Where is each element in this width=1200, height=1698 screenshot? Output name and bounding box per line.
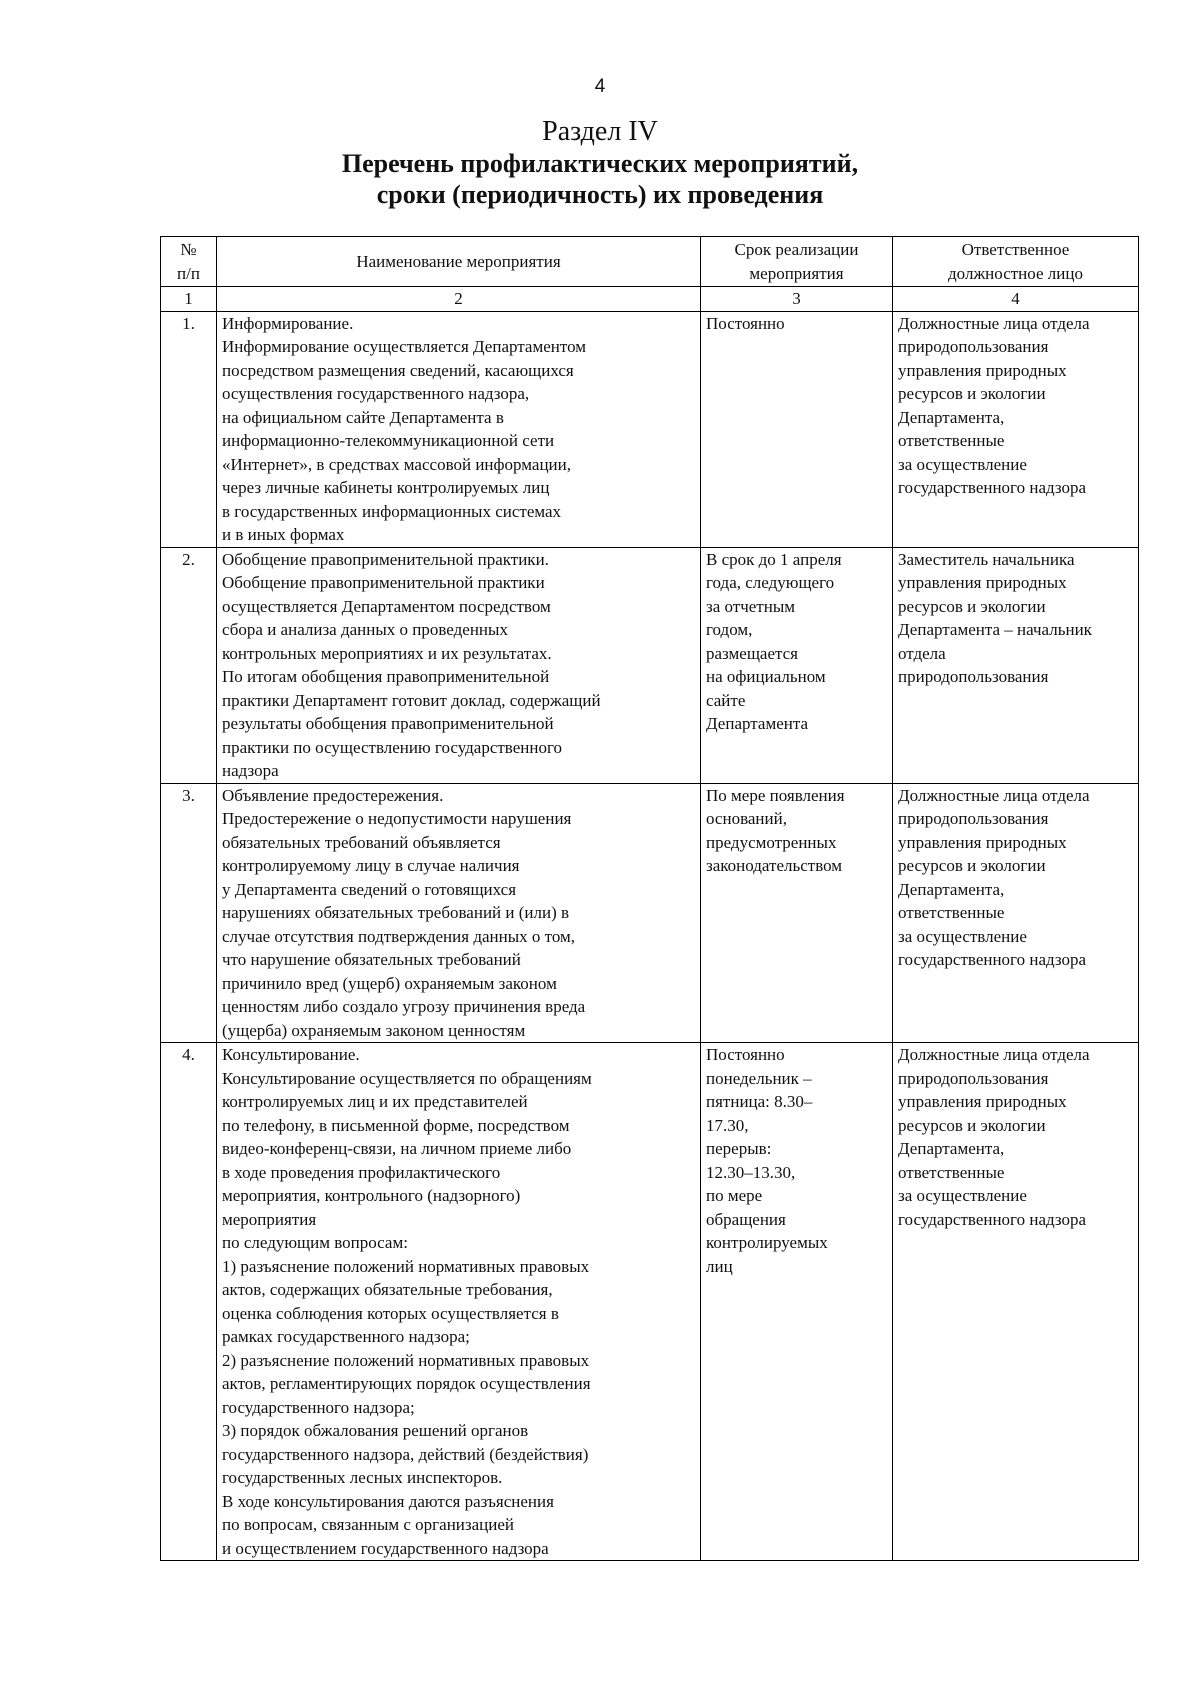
column-number: 2 xyxy=(217,287,701,312)
measure-name: Обобщение правоприменительной практики. Обобщение правоприменительной практики осуществляется Департаментом посредством сбора и анализа данных о проведенных контрольных мероприятиях и их результатах. По итогам обобщения правоприменительной практики Департамент готовит доклад, содержащий результаты обобщения правоприменительной практики по осуществлению государственного надзора xyxy=(217,547,701,783)
measure-responsible: Заместитель начальника управления природных ресурсов и экологии Департамента – начальник отдела природопользования xyxy=(893,547,1139,783)
column-number: 3 xyxy=(701,287,893,312)
page-title xyxy=(0,148,1200,210)
table-row xyxy=(161,1043,1139,1561)
header-term: Срок реализации мероприятия xyxy=(701,237,893,287)
row-number: 4. xyxy=(161,1043,217,1561)
measure-term: По мере появления оснований, предусмотренных законодательством xyxy=(701,783,893,1043)
header-name: Наименование мероприятия xyxy=(217,237,701,287)
column-number: 4 xyxy=(893,287,1139,312)
row-number: 1. xyxy=(161,311,217,547)
row-number: 2. xyxy=(161,547,217,783)
measure-term: Постоянно xyxy=(701,311,893,547)
column-number: 1 xyxy=(161,287,217,312)
table-row xyxy=(161,547,1139,783)
measure-responsible: Должностные лица отдела природопользования управления природных ресурсов и экологии Департамента, ответственные за осуществление государственного надзора xyxy=(893,311,1139,547)
measure-responsible: Должностные лица отдела природопользования управления природных ресурсов и экологии Департамента, ответственные за осуществление государственного надзора xyxy=(893,783,1139,1043)
page-title-line-1: Перечень профилактических мероприятий, xyxy=(341,149,859,178)
measure-name: Объявление предостережения. Предостережение о недопустимости нарушения обязательных требований объявляется контролируемому лицу в случае наличия у Департамента сведений о готовящихся нарушениях обязательных требований и (или) в случае отсутствия подтверждения данных о том, что нарушение обязательных требований причинило вред (ущерб) охраняемым законом ценностям либо создало угрозу причинения вреда (ущерба) охраняемым законом ценностям xyxy=(217,783,701,1043)
page-number: 4 xyxy=(594,76,606,97)
measure-responsible: Должностные лица отдела природопользования управления природных ресурсов и экологии Департамента, ответственные за осуществление государственного надзора xyxy=(893,1043,1139,1561)
row-number: 3. xyxy=(161,783,217,1043)
measure-term: Постоянно понедельник – пятница: 8.30– 17.30, перерыв: 12.30–13.30, по мере обращения контролируемых лиц xyxy=(701,1043,893,1561)
measure-name: Консультирование. Консультирование осуществляется по обращениям контролируемых лиц и их представителей по телефону, в письменной форме, посредством видео-конференц-связи, на личном приеме либо в ходе проведения профилактического мероприятия, контрольного (надзорного) мероприятия по следующим вопросам: 1) разъяснение положений нормативных правовых актов, содержащих обязательные требования, оценка соблюдения которых осуществляется в рамках государственного надзора; 2) разъяснение положений нормативных правовых актов, регламентирующих порядок осуществления государственного надзора; 3) порядок обжалования решений органов государственного надзора, действий (бездействия) государственных лесных инспекторов. В ходе консультирования даются разъяснения по вопросам, связанным с организацией и осуществлением государственного надзора xyxy=(217,1043,701,1561)
table-row xyxy=(161,783,1139,1043)
table-header-row xyxy=(161,237,1139,287)
column-number-row xyxy=(161,287,1139,312)
section-title: Раздел IV xyxy=(542,116,658,147)
measure-term: В срок до 1 апреля года, следующего за отчетным годом, размещается на официальном сайте Департамента xyxy=(701,547,893,783)
measures-table xyxy=(160,236,1139,1561)
table-row xyxy=(161,311,1139,547)
header-num: № п/п xyxy=(161,237,217,287)
header-responsible: Ответственное должностное лицо xyxy=(893,237,1139,287)
measure-name: Информирование. Информирование осуществляется Департаментом посредством размещения сведений, касающихся осуществления государственного надзора, на официальном сайте Департамента в информационно-телекоммуникационной сети «Интернет», в средствах массовой информации, через личные кабинеты контролируемых лиц в государственных информационных системах и в иных формах xyxy=(217,311,701,547)
page-title-line-2: сроки (периодичность) их проведения xyxy=(376,180,824,209)
